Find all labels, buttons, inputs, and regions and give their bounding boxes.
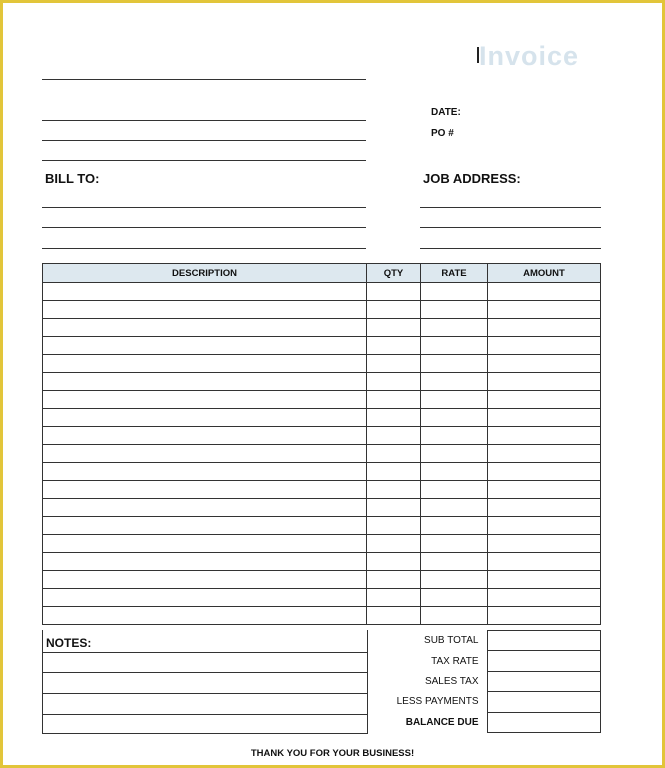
rate-cell[interactable] bbox=[421, 301, 488, 319]
qty-cell[interactable] bbox=[367, 607, 421, 625]
bill-to-line[interactable] bbox=[42, 248, 366, 249]
amount-cell[interactable] bbox=[488, 409, 601, 427]
tax-rate-row bbox=[367, 651, 600, 671]
table-row bbox=[43, 463, 601, 481]
table-row bbox=[43, 355, 601, 373]
invoice-title: Invoice bbox=[479, 41, 580, 71]
description-cell[interactable] bbox=[43, 535, 367, 553]
rate-cell[interactable] bbox=[421, 373, 488, 391]
description-cell[interactable] bbox=[43, 481, 367, 499]
table-header-row bbox=[43, 264, 601, 283]
balance-due-label: BALANCE DUE bbox=[405, 716, 479, 728]
rate-cell[interactable] bbox=[421, 391, 488, 409]
column-header-qty: QTY bbox=[367, 264, 421, 283]
column-header-amount: AMOUNT bbox=[488, 264, 601, 283]
subtotal-value[interactable] bbox=[487, 631, 600, 651]
description-cell[interactable] bbox=[43, 409, 367, 427]
amount-cell[interactable] bbox=[488, 337, 601, 355]
thank-you-message: THANK YOU FOR YOUR BUSINESS! bbox=[250, 748, 415, 759]
table-row bbox=[43, 589, 601, 607]
qty-cell[interactable] bbox=[367, 589, 421, 607]
qty-cell[interactable] bbox=[367, 445, 421, 463]
tax-rate-value[interactable] bbox=[487, 651, 600, 671]
notes-line[interactable] bbox=[43, 733, 367, 734]
description-cell[interactable] bbox=[43, 337, 367, 355]
totals-table bbox=[367, 630, 601, 733]
rate-cell[interactable] bbox=[421, 409, 488, 427]
amount-cell[interactable] bbox=[488, 571, 601, 589]
rate-cell[interactable] bbox=[421, 517, 488, 535]
qty-cell[interactable] bbox=[367, 553, 421, 571]
qty-cell[interactable] bbox=[367, 517, 421, 535]
rate-cell[interactable] bbox=[421, 571, 488, 589]
table-row bbox=[43, 409, 601, 427]
qty-cell[interactable] bbox=[367, 301, 421, 319]
qty-cell[interactable] bbox=[367, 409, 421, 427]
date-label: DATE: bbox=[431, 107, 461, 118]
table-row bbox=[43, 427, 601, 445]
qty-cell[interactable] bbox=[367, 283, 421, 301]
amount-cell[interactable] bbox=[488, 427, 601, 445]
rate-cell[interactable] bbox=[421, 499, 488, 517]
amount-cell[interactable] bbox=[488, 481, 601, 499]
rate-cell[interactable] bbox=[421, 481, 488, 499]
line-items-table bbox=[42, 263, 601, 625]
balance-due-value[interactable] bbox=[487, 712, 600, 732]
less-payments-value[interactable] bbox=[487, 692, 600, 712]
qty-cell[interactable] bbox=[367, 463, 421, 481]
description-cell[interactable] bbox=[43, 283, 367, 301]
amount-cell[interactable] bbox=[488, 553, 601, 571]
qty-cell[interactable] bbox=[367, 499, 421, 517]
notes-line[interactable] bbox=[43, 693, 367, 694]
amount-cell[interactable] bbox=[488, 355, 601, 373]
qty-cell[interactable] bbox=[367, 391, 421, 409]
description-cell[interactable] bbox=[43, 355, 367, 373]
qty-cell[interactable] bbox=[367, 337, 421, 355]
qty-cell[interactable] bbox=[367, 481, 421, 499]
qty-cell[interactable] bbox=[367, 319, 421, 337]
amount-cell[interactable] bbox=[488, 391, 601, 409]
description-cell[interactable] bbox=[43, 499, 367, 517]
notes-line[interactable] bbox=[43, 652, 367, 653]
table-row bbox=[43, 571, 601, 589]
table-row bbox=[43, 499, 601, 517]
description-cell[interactable] bbox=[43, 571, 367, 589]
table-row bbox=[43, 535, 601, 553]
table-row bbox=[43, 337, 601, 355]
description-cell[interactable] bbox=[43, 319, 367, 337]
description-cell[interactable] bbox=[43, 427, 367, 445]
column-header-description: DESCRIPTION bbox=[43, 264, 367, 283]
amount-cell[interactable] bbox=[488, 463, 601, 481]
description-cell[interactable] bbox=[43, 301, 367, 319]
less-payments-label: LESS PAYMENTS bbox=[396, 696, 479, 708]
job-address-line[interactable] bbox=[420, 248, 601, 249]
amount-cell[interactable] bbox=[488, 607, 601, 625]
rate-cell[interactable] bbox=[421, 427, 488, 445]
amount-cell[interactable] bbox=[488, 535, 601, 553]
amount-cell[interactable] bbox=[488, 373, 601, 391]
amount-cell[interactable] bbox=[488, 499, 601, 517]
amount-cell[interactable] bbox=[488, 283, 601, 301]
description-cell[interactable] bbox=[43, 589, 367, 607]
table-row bbox=[43, 319, 601, 337]
rate-cell[interactable] bbox=[421, 535, 488, 553]
bill-to-line[interactable] bbox=[42, 227, 366, 228]
bill-to-label: BILL TO: bbox=[45, 171, 100, 186]
company-city-line[interactable] bbox=[42, 140, 366, 141]
column-header-rate: RATE bbox=[421, 264, 488, 283]
less-payments-row bbox=[367, 692, 600, 712]
sales-tax-row bbox=[367, 671, 600, 691]
sales-tax-value[interactable] bbox=[487, 671, 600, 691]
rate-cell[interactable] bbox=[421, 355, 488, 373]
rate-cell[interactable] bbox=[421, 589, 488, 607]
sales-tax-label: SALES TAX bbox=[424, 675, 479, 687]
amount-cell[interactable] bbox=[488, 301, 601, 319]
table-row bbox=[43, 517, 601, 535]
rate-cell[interactable] bbox=[421, 607, 488, 625]
company-phone-line[interactable] bbox=[42, 160, 366, 161]
notes-line[interactable] bbox=[43, 714, 367, 715]
table-row bbox=[43, 607, 601, 625]
description-cell[interactable] bbox=[43, 607, 367, 625]
job-address-label: JOB ADDRESS: bbox=[423, 171, 521, 186]
bill-to-line[interactable] bbox=[42, 207, 366, 208]
description-cell[interactable] bbox=[43, 463, 367, 481]
notes-label: NOTES: bbox=[46, 636, 92, 650]
notes-line[interactable] bbox=[43, 672, 367, 673]
subtotal-row bbox=[367, 631, 600, 651]
table-row bbox=[43, 445, 601, 463]
company-name-line[interactable] bbox=[42, 79, 366, 80]
table-row bbox=[43, 283, 601, 301]
table-row bbox=[43, 301, 601, 319]
table-row bbox=[43, 373, 601, 391]
rate-cell[interactable] bbox=[421, 445, 488, 463]
rate-cell[interactable] bbox=[421, 463, 488, 481]
description-cell[interactable] bbox=[43, 445, 367, 463]
company-address-line[interactable] bbox=[42, 120, 366, 121]
table-row bbox=[43, 391, 601, 409]
qty-cell[interactable] bbox=[367, 373, 421, 391]
balance-due-row bbox=[367, 712, 600, 732]
job-address-line[interactable] bbox=[420, 227, 601, 228]
description-cell[interactable] bbox=[43, 391, 367, 409]
description-cell[interactable] bbox=[43, 553, 367, 571]
table-row bbox=[43, 481, 601, 499]
qty-cell[interactable] bbox=[367, 355, 421, 373]
amount-cell[interactable] bbox=[488, 445, 601, 463]
amount-cell[interactable] bbox=[488, 517, 601, 535]
qty-cell[interactable] bbox=[367, 535, 421, 553]
table-row bbox=[43, 553, 601, 571]
notes-section bbox=[42, 630, 368, 734]
amount-cell[interactable] bbox=[488, 589, 601, 607]
description-cell[interactable] bbox=[43, 517, 367, 535]
rate-cell[interactable] bbox=[421, 319, 488, 337]
job-address-line[interactable] bbox=[420, 207, 601, 208]
subtotal-label: SUB TOTAL bbox=[424, 635, 479, 647]
rate-cell[interactable] bbox=[421, 337, 488, 355]
description-cell[interactable] bbox=[43, 373, 367, 391]
qty-cell[interactable] bbox=[367, 427, 421, 445]
po-number-label: PO # bbox=[431, 128, 454, 139]
amount-cell[interactable] bbox=[488, 319, 601, 337]
rate-cell[interactable] bbox=[421, 283, 488, 301]
qty-cell[interactable] bbox=[367, 571, 421, 589]
tax-rate-label: TAX RATE bbox=[431, 655, 479, 667]
rate-cell[interactable] bbox=[421, 553, 488, 571]
